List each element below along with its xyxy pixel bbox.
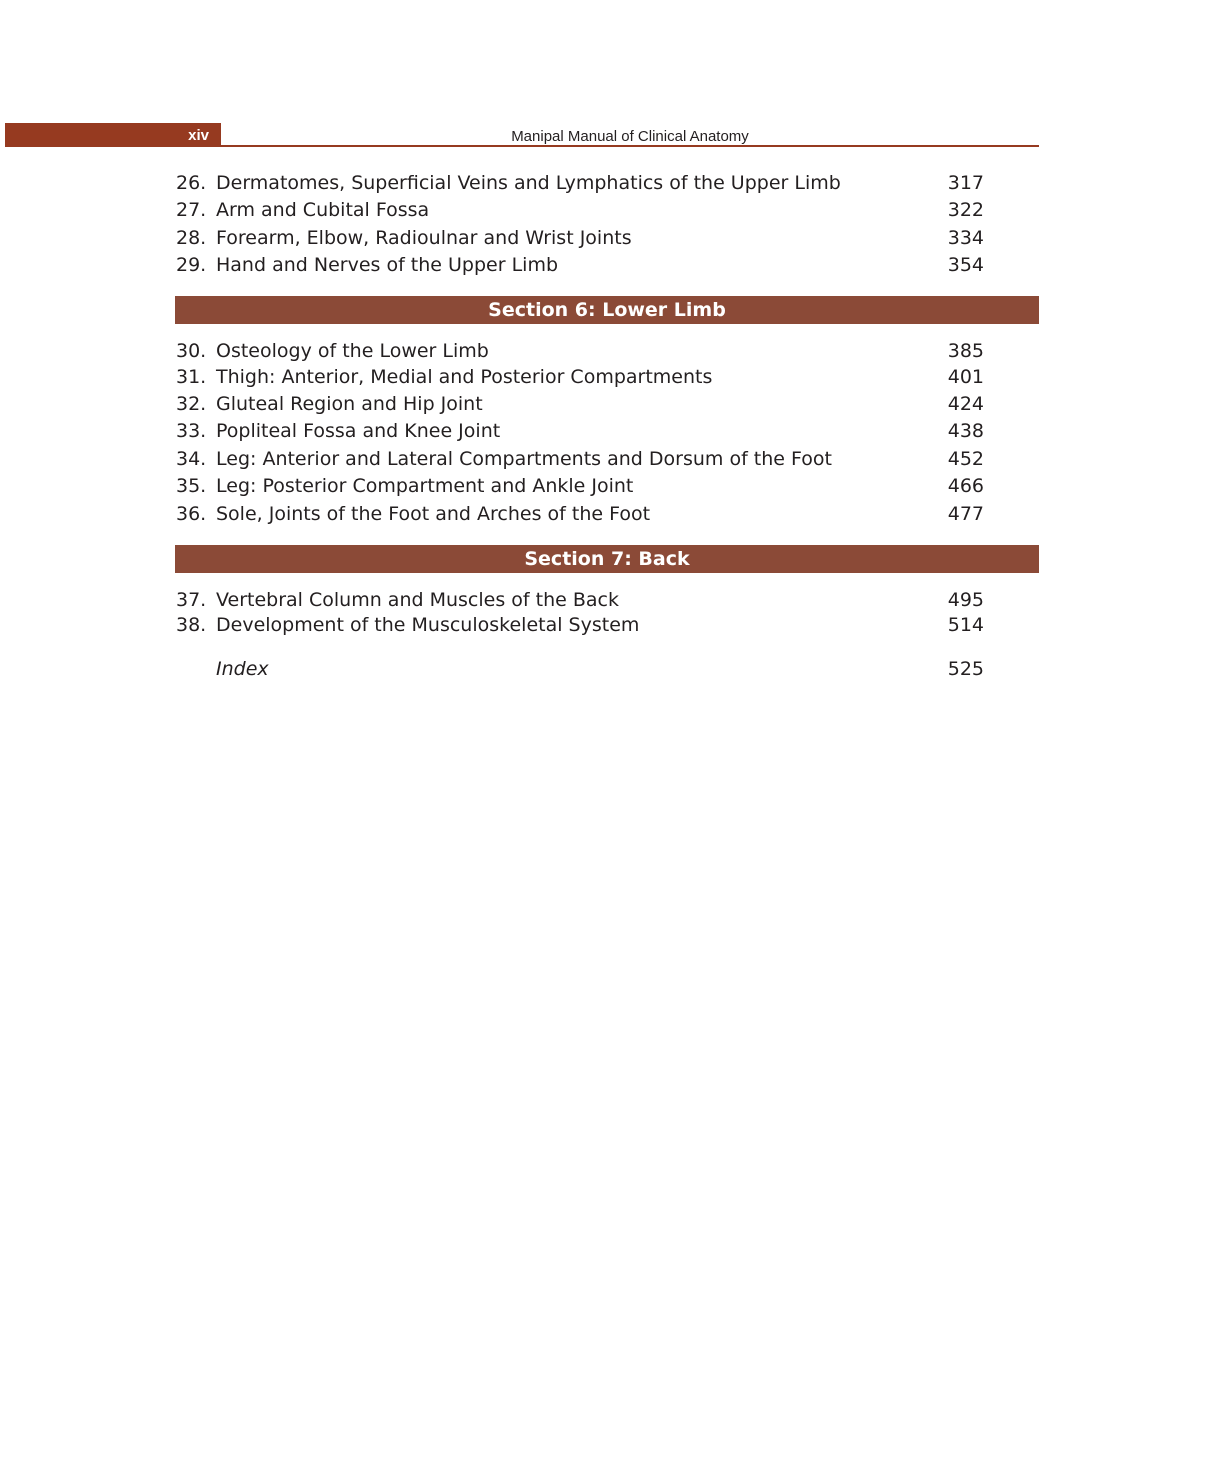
chapter-title: Sole, Joints of the Foot and Arches of the Foot (216, 503, 651, 525)
chapter-title: Forearm, Elbow, Radioulnar and Wrist Joints (216, 227, 632, 249)
index-title: Index (216, 658, 269, 680)
chapter-number: 34. (176, 448, 207, 470)
page-number: 514 (947, 614, 984, 636)
chapter-title: Arm and Cubital Fossa (216, 199, 430, 221)
toc-entry (176, 391, 984, 417)
chapter-number: 37. (176, 589, 207, 611)
chapter-number: 35. (176, 475, 207, 497)
chapter-number: 38. (176, 614, 207, 636)
toc-entry (176, 587, 984, 613)
toc-entry (176, 612, 984, 638)
chapter-title: Development of the Musculoskeletal System (216, 614, 640, 636)
chapter-title: Dermatomes, Superficial Veins and Lymphatics of the Upper Limb (216, 172, 841, 194)
toc-entry (176, 225, 984, 251)
chapter-title: Leg: Posterior Compartment and Ankle Joint (216, 475, 634, 497)
page-number: 525 (947, 658, 984, 680)
chapter-number: 31. (176, 366, 207, 388)
toc-entry (176, 501, 984, 527)
page-number: 322 (947, 199, 984, 221)
chapter-title: Leg: Anterior and Lateral Compartments and Dorsum of the Foot (216, 448, 832, 470)
running-header-title: Manipal Manual of Clinical Anatomy (511, 128, 749, 145)
page-number: 477 (947, 503, 984, 525)
toc-index-entry (176, 656, 984, 682)
chapter-number: 28. (176, 227, 207, 249)
header-rule (221, 145, 1039, 147)
section-6-heading: Section 6: Lower Limb (175, 296, 1039, 324)
page-number: 385 (947, 340, 984, 362)
chapter-title: Popliteal Fossa and Knee Joint (216, 420, 501, 442)
toc-entry (176, 197, 984, 223)
page-number-tab (5, 123, 221, 147)
chapter-number: 26. (176, 172, 207, 194)
page-number: 354 (947, 254, 984, 276)
toc-entry (176, 473, 984, 499)
section-7-heading: Section 7: Back (175, 545, 1039, 573)
toc-entry (176, 170, 984, 196)
chapter-title: Gluteal Region and Hip Joint (216, 393, 483, 415)
chapter-number: 33. (176, 420, 207, 442)
chapter-title: Vertebral Column and Muscles of the Back (216, 589, 619, 611)
chapter-number: 29. (176, 254, 207, 276)
toc-entry (176, 364, 984, 390)
page-number: 495 (947, 589, 984, 611)
toc-entry (176, 446, 984, 472)
chapter-number: 30. (176, 340, 207, 362)
chapter-title: Thigh: Anterior, Medial and Posterior Compartments (216, 366, 713, 388)
page-number: 452 (947, 448, 984, 470)
chapter-number: 36. (176, 503, 207, 525)
page-number: 424 (947, 393, 984, 415)
chapter-title: Hand and Nerves of the Upper Limb (216, 254, 559, 276)
chapter-number: 32. (176, 393, 207, 415)
toc-entry (176, 418, 984, 444)
page-number: 401 (947, 366, 984, 388)
page-number: 317 (947, 172, 984, 194)
toc-entry (176, 338, 984, 364)
page-number: xiv (188, 126, 209, 144)
page-number: 466 (947, 475, 984, 497)
chapter-number: 27. (176, 199, 207, 221)
page-number: 334 (947, 227, 984, 249)
toc-entry (176, 252, 984, 278)
chapter-title: Osteology of the Lower Limb (216, 340, 489, 362)
page-number: 438 (947, 420, 984, 442)
